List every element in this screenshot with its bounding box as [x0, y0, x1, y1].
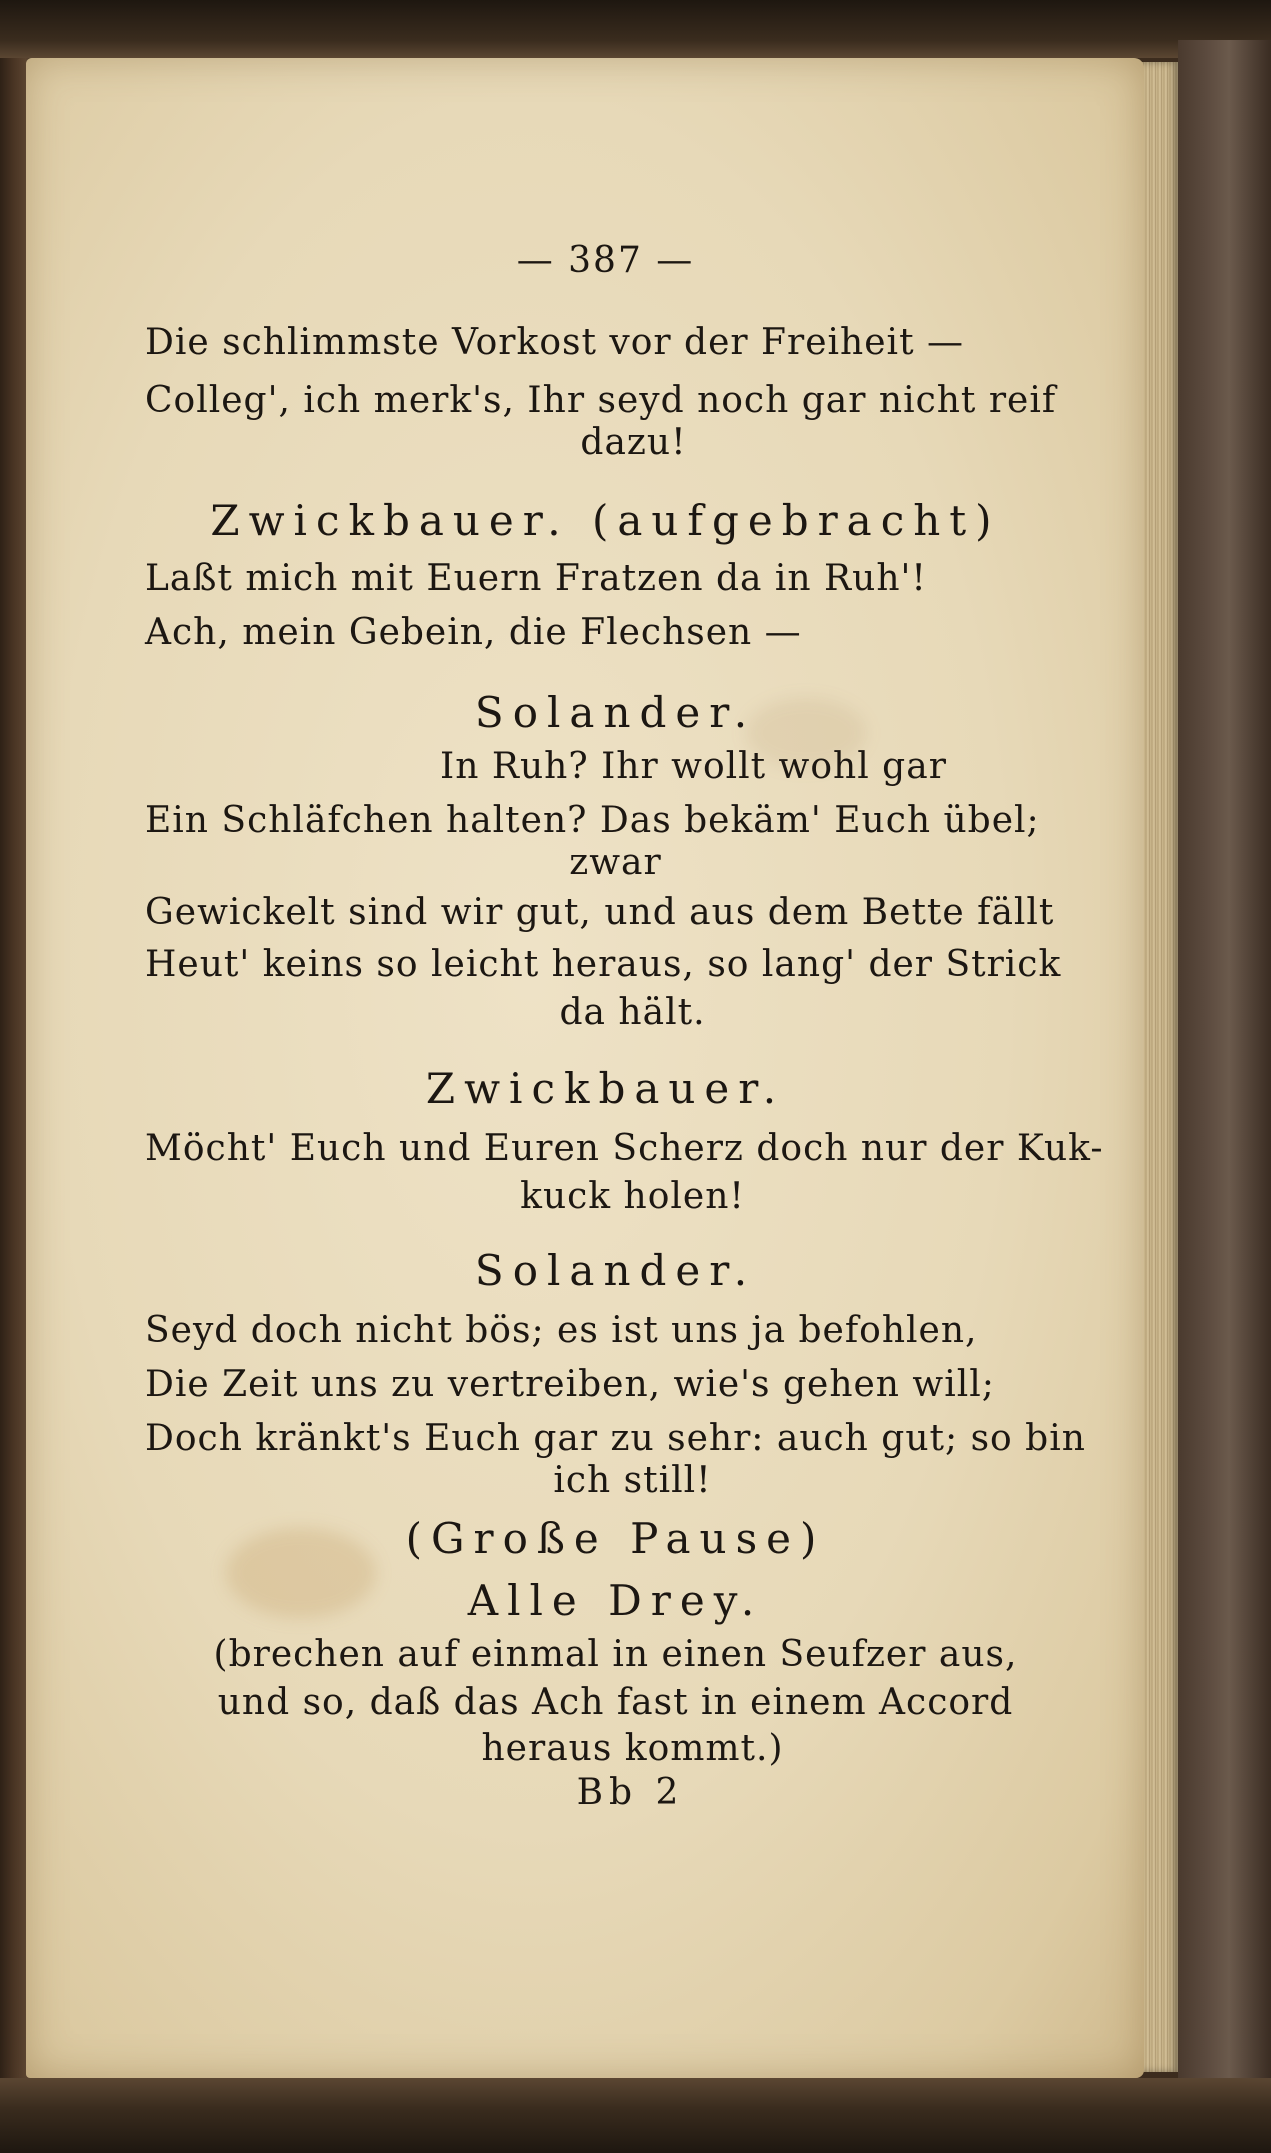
text-line: In Ruh? Ihr wollt wohl gar	[440, 746, 947, 787]
signature-mark: Bb 2	[576, 1772, 685, 1813]
text-line: ich still!	[553, 1460, 712, 1501]
text-line: Die schlimmste Vorkost vor der Freiheit —	[145, 322, 964, 363]
book-cover-bottom	[0, 2078, 1271, 2153]
stage-direction: heraus kommt.)	[481, 1728, 784, 1769]
text-line: zwar	[569, 842, 662, 883]
text-line: Laßt mich mit Euern Fratzen da in Ruh'!	[145, 558, 927, 599]
stage-direction: (brechen auf einmal in einen Seufzer aus,	[213, 1634, 1018, 1675]
text-line: Colleg', ich merk's, Ihr seyd noch gar nicht reif	[145, 380, 1057, 421]
speaker-name: Zwickbauer.	[425, 1064, 786, 1113]
stage-direction: und so, daß das Ach fast in einem Accord	[217, 1682, 1014, 1723]
stage-direction: (Große Pause)	[405, 1514, 826, 1563]
speaker-name: Solander.	[474, 688, 757, 737]
text-line: kuck holen!	[520, 1176, 745, 1217]
text-line: Ein Schläfchen halten? Das bekäm' Euch übel;	[145, 800, 1040, 841]
text-line: Die Zeit uns zu vertreiben, wie's gehen will;	[145, 1364, 995, 1405]
text-line: Doch kränkt's Euch gar zu sehr: auch gut; so bin	[145, 1418, 1086, 1459]
speaker-name: Zwickbauer. (aufgebracht)	[210, 496, 1001, 545]
text-line: Möcht' Euch und Euren Scherz doch nur der Kuk-	[145, 1128, 1104, 1169]
text-line: Ach, mein Gebein, die Flechsen —	[145, 612, 802, 653]
text-line: Heut' keins so leicht heraus, so lang' der Strick	[145, 944, 1062, 985]
speaker-name: Solander.	[474, 1246, 757, 1295]
text-line: Gewickelt sind wir gut, und aus dem Bette fällt	[145, 892, 1055, 933]
text-line: dazu!	[580, 422, 687, 463]
speaker-name: Alle Drey.	[467, 1576, 764, 1625]
page-header: — 387 —	[516, 240, 695, 281]
text-line: Seyd doch nicht bös; es ist uns ja befohlen,	[145, 1310, 978, 1351]
book-cover-top	[0, 0, 1271, 58]
text-line: da hält.	[559, 992, 706, 1033]
